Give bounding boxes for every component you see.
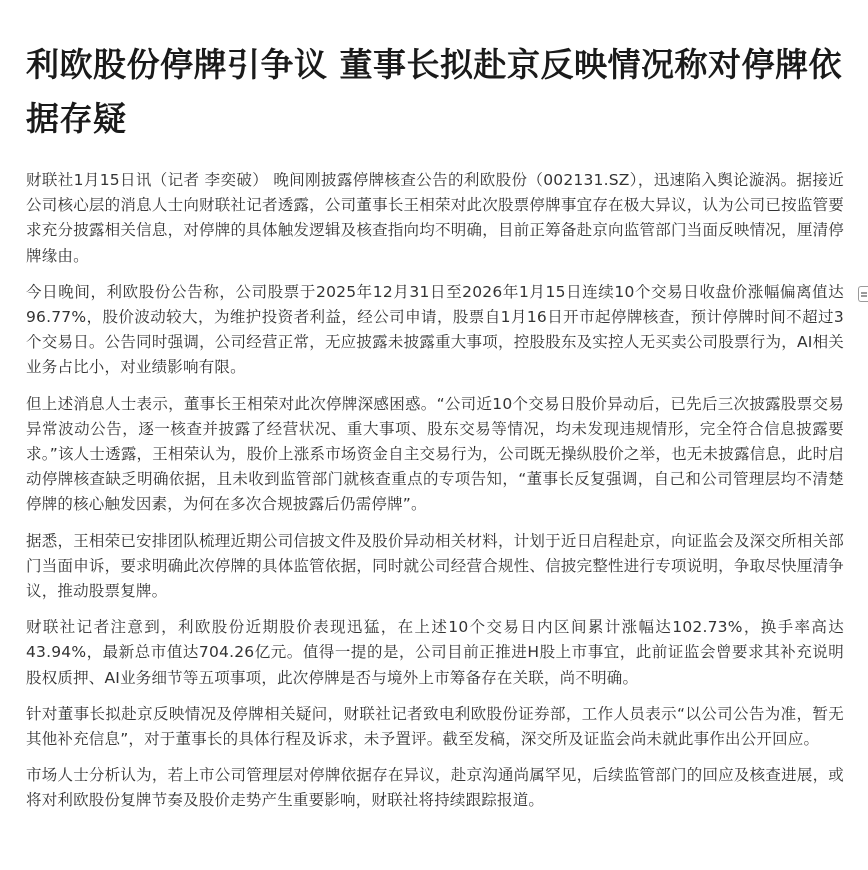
comment-icon[interactable]: [858, 286, 868, 302]
article-paragraph-4: 据悉，王相荣已安排团队梳理近期公司信披文件及股价异动相关材料，计划于近日启程赴京，向证监会及深交所相关部门当面申诉，要求明确此次停牌的具体监管依据，同时就公司经营合规性、信披完整性进行专项说明，争取尽快厘清争议，推动股票复牌。: [26, 531, 844, 601]
article-body: [26, 168, 844, 814]
article-paragraph-1: 财联社1月15日讯（记者 李奕破） 晚间刚披露停牌核查公告的利欧股份（002131.SZ），迅速陷入舆论漩涡。据接近公司核心层的消息人士向财联社记者透露，公司董事长王相荣对此次股票停牌事宜存在极大异议，认为公司已按监管要求充分披露相关信息，对停牌的具体触发逻辑及核查指向均不明确，目前正筹备赴京向监管部门当面反映情况，厘清停牌缘由。: [26, 171, 844, 265]
article-paragraph-6: 针对董事长拟赴京反映情况及停牌相关疑问，财联社记者致电利欧股份证券部，工作人员表示“以公司公告为准，暂无其他补充信息”，对于董事长的具体行程及诉求，未予置评。截至发稿，深交所及证监会尚未就此事作出公开回应。: [26, 704, 844, 749]
article-paragraph-3: 但上述消息人士表示，董事长王相荣对此次停牌深感困惑。“公司近10个交易日股价异动后，已先后三次披露股票交易异常波动公告，逐一核查并披露了经营状况、重大事项、股东交易等情况，均未发现违规情形，完全符合信息披露要求。”该人士透露，王相荣认为，股价上涨系市场资金自主交易行为，公司既无操纵股价之举，也无未披露信息，此时启动停牌核查缺乏明确依据，且未收到监管部门就核查重点的专项告知，“董事长反复强调，自己和公司管理层均不清楚停牌的核心触发因素，为何在多次合规披露后仍需停牌”。: [26, 394, 844, 514]
article-paragraph-2: 今日晚间，利欧股份公告称，公司股票于2025年12月31日至2026年1月15日连续10个交易日收盘价涨幅偏离值达96.77%，股价波动较大，为维护投资者利益，经公司申请，股票自1月16日开市起停牌核查，预计停牌时间不超过3个交易日。公告同时强调，公司经营正常，无应披露未披露重大事项，控股股东及实控人无买卖公司股票行为，AI相关业务占比小，对业绩影响有限。: [26, 282, 844, 377]
article-paragraph-7: 市场人士分析认为，若上市公司管理层对停牌依据存在异议，赴京沟通尚属罕见，后续监管部门的回应及核查进展，或将对利欧股份复牌节奏及股价走势产生重要影响，财联社将持续跟踪报道。: [26, 766, 844, 810]
article-paragraph-5: 财联社记者注意到，利欧股份近期股价表现迅猛，在上述10个交易日内区间累计涨幅达102.73%，换手率高达43.94%，最新总市值达704.26亿元。值得一提的是，公司目前正推进H股上市事宜，此前证监会曾要求其补充说明股权质押、AI业务细节等五项事项，此次停牌是否与境外上市筹备存在关联，尚不明确。: [26, 618, 844, 687]
news-article: [26, 38, 844, 825]
article-headline: 利欧股份停牌引争议 董事长拟赴京反映情况称对停牌依据存疑: [26, 45, 842, 138]
